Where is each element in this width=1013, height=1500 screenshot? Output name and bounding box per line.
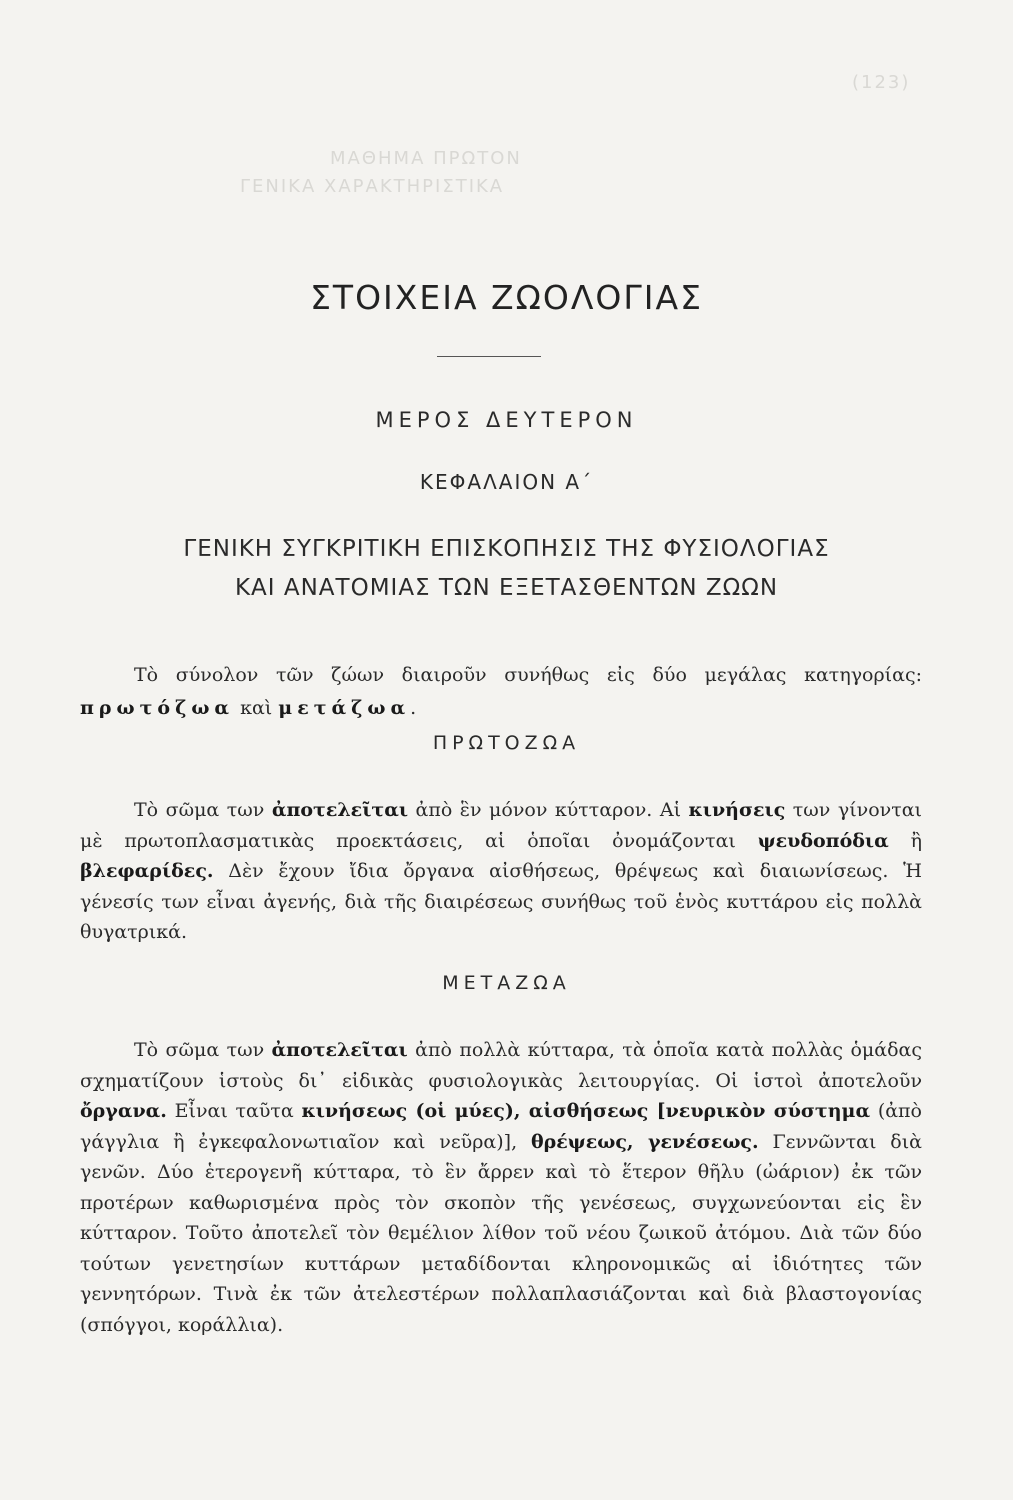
metazoa-paragraph: Τὸ σῶμα των ἀποτελεῖται ἀπὸ πολλὰ κύτταρα, τὰ ὁποῖα κατὰ πολλὰς ὁμάδας σχηματίζουν ἱστοὺς δι᾿ εἰδικὰς φυσιολογικὰς λειτουργίας. Οἱ ἱστοὶ ἀποτελοῦν ὄργανα. Εἶναι ταῦτα κινήσεως (οἱ μύες), αἰσθήσεως [νευρικὸν σύστημα (ἀπὸ γάγγλια ἢ ἐγκεφαλονωτιαῖον καὶ νεῦρα)], θρέψεως, γενέσεως. Γεννῶνται διὰ γενῶν. Δύο ἑτερογενῆ κύτταρα, τὸ ἓν ἄρρεν καὶ τὸ ἕτερον θῆλυ (ὠάριον) ἐκ τῶν προτέρων καθωρισμένα πρὸς τὸν σκοπὸν τῆς γενέσεως, συγχωνεύονται εἰς ἓν κύτταρον. Τοῦτο ἀποτελεῖ τὸν θεμέλιον λίθον τοῦ νέου ζωικοῦ ἀτόμου. Διὰ τῶν δύο τούτων γενετησίων κυττάρων μεταδίδονται κληρονομικῶς αἱ ἰδιότητες τῶν γεννητόρων. Τινὰ ἐκ τῶν ἀτελεστέρων πολλαπλασιάζονται καὶ διὰ βλαστογονίας (σπόγγοι, κοράλλια). [80, 1039, 922, 1336]
bleed-through-page-number: (123) [852, 72, 911, 93]
metazoa-heading: ΜΕΤΑΖΩΑ [442, 972, 571, 994]
bleed-through-subheading: ΓΕΝΙΚΑ ΧΑΡΑΚΤΗΡΙΣΤΙΚΑ [240, 176, 505, 197]
bleed-through-heading: ΜΑΘΗΜΑ ΠΡΩΤΟΝ [330, 148, 522, 169]
chapter-heading: ΚΕΦΑΛΑΙΟΝ Α΄ [419, 470, 594, 494]
part-heading: ΜΕΡΟΣ ΔΕΥΤΕΡΟΝ [375, 408, 638, 432]
term-metazoa: μετάζωα [278, 697, 411, 719]
title-divider [437, 356, 541, 357]
protozoa-paragraph: Τὸ σῶμα των ἀποτελεῖται ἀπὸ ἓν μόνον κύτταρον. Αἱ κινήσεις των γίνονται μὲ πρωτοπλασματικὰς προεκτάσεις, αἱ ὁποῖαι ὀνομάζονται ψευδοπόδια ἢ βλεφαρίδες. Δὲν ἔχουν ἴδια ὄργανα αἰσθήσεως, θρέψεως καὶ διαιωνίσεως. Ἡ γένεσίς των εἶναι ἀγενής, διὰ τῆς διαιρέσεως συνήθως τοῦ ἑνὸς κυττάρου εἰς πολλὰ θυγατρικά. [80, 799, 922, 943]
protozoa-heading: ΠΡΩΤΟΖΩΑ [432, 732, 581, 754]
intro-paragraph: Τὸ σύνολον τῶν ζώων διαιροῦν συνήθως εἰς δύο μεγάλας κατηγορίας: πρωτόζωα καὶ μετάζωα. [80, 664, 922, 719]
term-protozoa: πρωτόζωα [80, 697, 235, 719]
book-title: ΣΤΟΙΧΕΙΑ ΖΩΟΛΟΓΙΑΣ [310, 278, 703, 317]
chapter-title-line-2: ΚΑΙ ΑΝΑΤΟΜΙΑΣ ΤΩΝ ΕΞΕΤΑΣΘΕΝΤΩΝ ΖΩΩΝ [234, 575, 779, 601]
chapter-title-line-1: ΓΕΝΙΚΗ ΣΥΓΚΡΙΤΙΚΗ ΕΠΙΣΚΟΠΗΣΙΣ ΤΗΣ ΦΥΣΙΟΛΟΓΙΑΣ [183, 536, 830, 562]
